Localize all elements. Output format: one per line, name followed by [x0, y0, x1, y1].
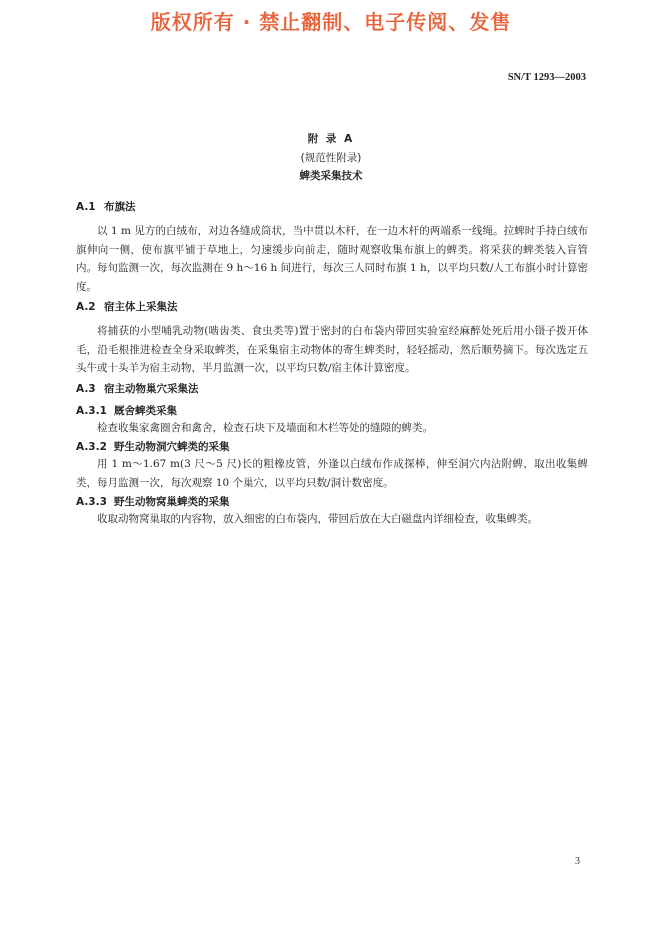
document-body [76, 200, 588, 529]
subsection-paragraph-a3-1: 检查收集家禽圈舍和禽舍，检查石块下及墙面和木栏等处的缝隙的蜱类。 [97, 421, 433, 434]
section-number: A.3 [76, 382, 96, 395]
subsection-number: A.3.2 [76, 441, 107, 453]
page-number: 3 [575, 856, 580, 867]
section-paragraph-a2: 将捕获的小型哺乳动物(啮齿类、食虫类等)置于密封的白布袋内带回实验室经麻醉处死后用小镊子拨开体毛，沿毛根推进检查全身采取蜱类，在采集宿主动物体的寄生蜱类时，轻轻摇动，然后顺势摘下。每次选定五头牛或十头羊为宿主动物，半月监测一次，以平均只数/宿主体计算密度。 [76, 325, 588, 374]
subsection-title: 野生动物窝巢蜱类的采集 [114, 496, 230, 508]
subsection-title: 野生动物洞穴蜱类的采集 [114, 441, 230, 453]
subsection-heading-a3-1 [76, 404, 588, 418]
section-title: 宿主体上采集法 [104, 301, 178, 313]
copyright-watermark-banner: 版权所有 · 禁止翻制、电子传阅、发售 [150, 10, 512, 34]
annex-type: (规范性附录) [300, 152, 362, 164]
subsection-paragraph-a3-3: 收取动物窝巢取的内容物，放入细密的白布袋内，带回后放在大白磁盘内详细检查，收集蜱类。 [97, 513, 538, 525]
annex-label: 附 录 A [307, 133, 355, 145]
section-number: A.2 [76, 301, 96, 313]
subsection-number: A.3.3 [76, 496, 107, 508]
subsection-heading-a3-3 [76, 495, 588, 509]
section-number: A.1 [76, 201, 96, 213]
section-paragraph-a1: 以 1 m 见方的白绒布，对边各缝成筒状，当中贯以木杆，在一边木杆的两端系一线绳。拉蜱时手持白绒布旗伸向一侧，使布旗平铺于草地上，匀速缓步向前走，随时观察收集布旗上的蜱类。将采获的蜱类装入盲管内。每旬监测一次，每次监测在 9 h～16 h 间进行，每次三人同时布旗 1 h，以平均只数/人工布旗小时计算密度。 [76, 225, 588, 293]
subsection-number: A.3.1 [76, 404, 107, 417]
annex-name: 蜱类采集技术 [299, 170, 363, 182]
subsection-title: 厩舍蜱类采集 [114, 404, 177, 417]
section-title: 宿主动物巢穴采集法 [104, 382, 199, 395]
section-heading-a2 [76, 300, 588, 314]
section-heading-a1 [76, 200, 588, 214]
subsection-heading-a3-2 [76, 440, 588, 454]
subsection-paragraph-a3-2: 用 1 m～1.67 m(3 尺～5 尺)长的粗橡皮管，外逢以白绒布作成探棒，伸至洞穴内沾附蜱，取出收集蜱类，每月监测一次，每次观察 10 个巢穴，以平均只数/洞计数密度。 [76, 458, 588, 489]
section-title: 布旗法 [104, 201, 136, 213]
standard-number: SN/T 1293—2003 [507, 72, 586, 83]
section-heading-a3 [76, 382, 588, 396]
